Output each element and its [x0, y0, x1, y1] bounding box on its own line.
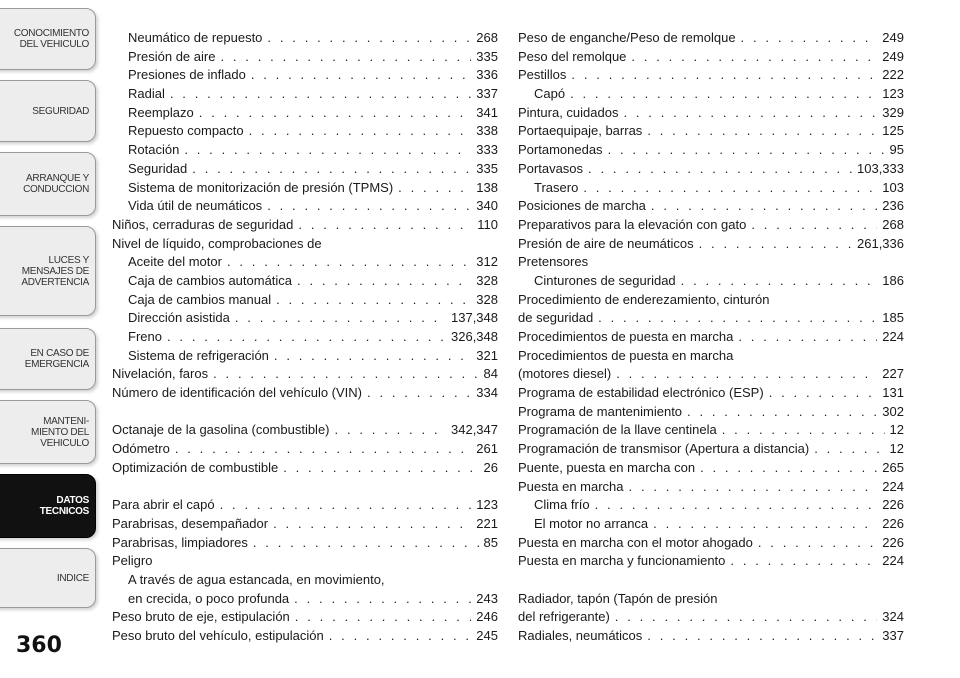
index-entry-text: del refrigerante) [518, 609, 610, 625]
dot-leader [570, 86, 877, 101]
index-entry-text: Parabrisas, desempañador [112, 515, 269, 531]
index-entry [112, 422, 498, 441]
index-entry [112, 123, 498, 142]
index-entry-page: 185 [882, 310, 904, 326]
index-entry [112, 609, 498, 628]
dot-leader [598, 310, 877, 325]
dot-leader [267, 30, 471, 45]
index-entry-page: 337 [882, 628, 904, 643]
index-entry-page: 224 [882, 329, 904, 344]
dot-leader [647, 628, 877, 643]
index-entry-page: 137,348 [451, 310, 498, 326]
index-entry-text: Nivelación, faros [112, 366, 209, 382]
index-entry-text: Caja de cambios manual [128, 291, 272, 307]
dot-leader [722, 422, 885, 437]
index-entry-page: 246 [476, 609, 498, 625]
index-entry-text: Puesta en marcha y funcionamiento [518, 553, 726, 569]
dot-leader [192, 161, 471, 176]
index-entry-text: Procedimiento de enderezamiento, cinturón [518, 291, 770, 307]
index-entry [112, 329, 498, 348]
index-entry-text: en crecida, o poco profunda [128, 590, 290, 606]
dot-leader [608, 142, 885, 157]
index-entry-text: de seguridad [518, 310, 594, 326]
index-entry-page: 265 [882, 459, 904, 475]
index-entry-text: Puesta en marcha [518, 478, 624, 494]
dot-leader [297, 273, 471, 288]
dot-leader [170, 86, 471, 101]
dot-leader [267, 198, 471, 213]
index-entry-page: 333 [476, 142, 498, 158]
dot-leader [273, 516, 471, 531]
index-entry [518, 254, 904, 273]
dot-leader [595, 497, 878, 512]
index-entry-page: 329 [882, 104, 904, 120]
index-entry [518, 404, 904, 423]
index-entry-text: Clima frío [534, 497, 590, 513]
index-entry-text: Nivel de líquido, comprobaciones de [112, 235, 322, 251]
index-entry-page: 103,333 [857, 160, 904, 176]
index-entry-text: Rotación [128, 142, 180, 158]
index-entry-text: Peso bruto del vehículo, estipulación [112, 628, 324, 643]
index-entry [112, 142, 498, 161]
dot-leader [647, 123, 877, 138]
index-entry-text: Sistema de monitorización de presión (TPMS) [128, 179, 394, 195]
index-entry [112, 572, 498, 591]
index-entry-text: Reemplazo [128, 104, 194, 120]
index-entry-page: 302 [882, 403, 904, 419]
index-entry [518, 329, 904, 348]
index-entry [518, 366, 904, 385]
index-entry-text: Preparativos para la elevación con gato [518, 216, 747, 232]
index-entry-text: Dirección asistida [128, 310, 230, 326]
index-entry [518, 609, 904, 628]
index-entry [518, 273, 904, 292]
index-entry-page: 243 [476, 590, 498, 606]
index-entry [112, 161, 498, 180]
dot-leader [741, 30, 878, 45]
tab-luces-y-mensajes-de-advertencia[interactable]: LUCES Y MENSAJES DE ADVERTENCIA [0, 226, 96, 316]
index-entry [518, 422, 904, 441]
index-entry [112, 30, 498, 49]
index-entry-page: 321 [476, 347, 498, 363]
index-entry [112, 553, 498, 572]
index-entry-page: 338 [476, 123, 498, 139]
dot-leader [167, 329, 446, 344]
index-entry [112, 366, 498, 385]
index-entry-text: Portavasos [518, 160, 584, 176]
index-entry [518, 292, 904, 311]
index-entry-text: Peligro [112, 553, 153, 569]
dot-leader [227, 254, 471, 269]
dot-leader [175, 441, 471, 456]
index-entry-page: 123 [882, 86, 904, 102]
tab-seguridad[interactable]: SEGURIDAD [0, 80, 96, 142]
index-entry [112, 628, 498, 647]
dot-leader [631, 49, 877, 64]
dot-leader [687, 404, 877, 419]
index-entry-page: 245 [476, 628, 498, 643]
index-entry-text: Radiador, tapón (Tapón de presión [518, 590, 718, 606]
dot-leader [298, 217, 472, 232]
index-entry-text: Portaequipaje, barras [518, 123, 643, 139]
dot-leader [738, 329, 877, 344]
index-entry-page: 221 [476, 515, 498, 531]
dot-leader [283, 460, 478, 475]
index-entry [112, 273, 498, 292]
index-entry-text: Procedimientos de puesta en marcha [518, 347, 734, 363]
index-entry-text: Seguridad [128, 160, 188, 176]
dot-leader [335, 422, 446, 437]
dot-leader [615, 609, 878, 624]
dot-leader [251, 67, 471, 82]
index-entry-text: Repuesto compacto [128, 123, 244, 139]
index-entry-page: 222 [882, 67, 904, 83]
index-entry [518, 86, 904, 105]
index-entry-page: 125 [882, 123, 904, 139]
dot-leader [367, 385, 471, 400]
index-entry-text: Presión de aire de neumáticos [518, 235, 694, 251]
index-entry-page: 340 [476, 198, 498, 214]
index-entry-text: Posiciones de marcha [518, 198, 646, 214]
dot-leader [249, 123, 472, 138]
index-entry [518, 67, 904, 86]
index-entry-text: Sistema de refrigeración [128, 347, 269, 363]
index-entry-text: Para abrir el capó [112, 497, 215, 513]
index-entry-page: 335 [476, 48, 498, 64]
index-entry-page: 328 [476, 291, 498, 307]
index-entry-text: Puesta en marcha con el motor ahogado [518, 534, 753, 550]
index-entry-text: Vida útil de neumáticos [128, 198, 263, 214]
index-entry-page: 337 [476, 86, 498, 102]
index-entry-page: 12 [889, 441, 904, 457]
dot-leader [681, 273, 878, 288]
index-entry [518, 310, 904, 329]
index-entry-page: 226 [882, 515, 904, 531]
section-tabs [0, 0, 98, 620]
dot-leader [571, 67, 877, 82]
index-entry-text: Trasero [534, 179, 579, 195]
index-entry [112, 460, 498, 479]
index-entry-page: 227 [882, 366, 904, 382]
index-entry-page: 12 [889, 422, 904, 438]
index-entry [112, 479, 498, 498]
index-entry [112, 217, 498, 236]
dot-leader [329, 628, 472, 643]
index-entry-page: 341 [476, 104, 498, 120]
dot-leader [184, 142, 471, 157]
index-entry-text: Radial [128, 86, 165, 102]
index-entry-text: Freno [128, 329, 162, 344]
dot-leader [653, 516, 877, 531]
index-entry [112, 497, 498, 516]
index-entry-page: 84 [483, 366, 498, 382]
dot-leader [295, 609, 472, 624]
index-column-right [518, 30, 904, 647]
index-entry [518, 591, 904, 610]
index-entry-page: 226 [882, 497, 904, 513]
index-entry [112, 105, 498, 124]
index-entry-page: 103 [882, 179, 904, 195]
index-entry-text: Caja de cambios automática [128, 272, 293, 288]
index-entry [518, 572, 904, 591]
index-entry-text: Programación de transmisor (Apertura a distancia) [518, 441, 810, 457]
index-entry-page: 123 [476, 497, 498, 513]
index-entry-text: Programa de estabilidad electrónico (ESP) [518, 385, 764, 401]
dot-leader [651, 198, 877, 213]
index-entry-text: (motores diesel) [518, 366, 612, 382]
index-entry-text: Niños, cerraduras de seguridad [112, 216, 294, 232]
index-entry-text: Pretensores [518, 254, 589, 270]
index-entry-text: Portamonedas [518, 142, 603, 158]
dot-leader [814, 441, 884, 456]
index-entry [112, 516, 498, 535]
dot-leader [751, 217, 877, 232]
index-entry-page: 110 [477, 216, 498, 232]
index-entry-page: 26 [483, 459, 498, 475]
index-entry [518, 497, 904, 516]
index-entry [112, 404, 498, 423]
dot-leader [276, 292, 471, 307]
index-entry-page: 224 [882, 553, 904, 569]
index-entry-text: Capó [534, 86, 566, 102]
dot-leader [398, 180, 471, 195]
tab-arranque-y-conduccion[interactable]: ARRANQUE Y CONDUCCION [0, 152, 96, 216]
index-entry-page: 226 [882, 534, 904, 550]
dot-leader [220, 49, 471, 64]
index-entry [112, 441, 498, 460]
index-entry-text: Puente, puesta en marcha con [518, 459, 696, 475]
index-entry-page: 249 [882, 48, 904, 64]
dot-leader [235, 310, 446, 325]
index-entry-page: 261,336 [857, 235, 904, 251]
dot-leader [220, 497, 472, 512]
tab-indice[interactable]: INDICE [0, 548, 96, 608]
index-entry-text: A través de agua estancada, en movimiento, [128, 571, 385, 587]
dot-leader [758, 535, 877, 550]
index-entry [518, 217, 904, 236]
index-entry [112, 591, 498, 610]
index-entry [518, 180, 904, 199]
index-column-left [112, 30, 498, 647]
index-entry-text: Programación de la llave centinela [518, 422, 717, 438]
index-entry [518, 30, 904, 49]
tab-en-caso-de-emergencia[interactable]: EN CASO DE EMERGENCIA [0, 328, 96, 390]
index-entry-text: Cinturones de seguridad [534, 272, 676, 288]
dot-leader [629, 479, 878, 494]
dot-leader [769, 385, 878, 400]
index-entry [518, 123, 904, 142]
index-entry-page: 342,347 [451, 422, 498, 438]
index-entry [112, 67, 498, 86]
index-entry-text: Programa de mantenimiento [518, 403, 683, 419]
tab-conocimiento-del-vehiculo[interactable]: CONOCIMIENTO DEL VEHICULO [0, 8, 96, 70]
index-entry-page: 328 [476, 272, 498, 288]
index-entry [112, 198, 498, 217]
index-entry-text: Optimización de combustible [112, 459, 279, 475]
tab-manteni-miento-del-vehiculo[interactable]: MANTENI- MIENTO DEL VEHICULO [0, 400, 96, 464]
dot-leader [199, 105, 472, 120]
dot-leader [583, 180, 877, 195]
index-entry-page: 268 [882, 216, 904, 232]
index-entry [518, 236, 904, 255]
dot-leader [253, 535, 479, 550]
index-entry [518, 348, 904, 367]
index-entry [112, 348, 498, 367]
index-entry [112, 236, 498, 255]
dot-leader [588, 161, 852, 176]
index-entry-page: 249 [882, 30, 904, 45]
index-entry-page: 268 [476, 30, 498, 45]
index-entry-text: Peso del remolque [518, 48, 627, 64]
dot-leader [700, 460, 877, 475]
dot-leader [730, 553, 877, 568]
index-entry-page: 324 [882, 609, 904, 625]
dot-leader [213, 366, 478, 381]
index-entry-page: 261 [476, 441, 498, 457]
index-entry-text: Odómetro [112, 441, 170, 457]
tab-datos-tecnicos[interactable]: DATOS TECNICOS [0, 474, 96, 538]
index-entry-page: 85 [483, 534, 498, 550]
index-entry-text: Peso bruto de eje, estipulación [112, 609, 290, 625]
index-entry [518, 535, 904, 554]
index-entry [518, 479, 904, 498]
index-entry [518, 49, 904, 68]
index-entry [518, 628, 904, 647]
index-entry-text: Aceite del motor [128, 254, 222, 270]
index-entry [518, 441, 904, 460]
index-entry-text: Pintura, cuidados [518, 104, 619, 120]
index-entry-text: Pestillos [518, 67, 567, 83]
index-entry-text: Presión de aire [128, 48, 216, 64]
index-entry-page: 186 [882, 272, 904, 288]
dot-leader [623, 105, 877, 120]
index-entry-page: 312 [476, 254, 498, 270]
dot-leader [699, 236, 852, 251]
dot-leader [274, 348, 471, 363]
index-entry [518, 105, 904, 124]
index-entry [518, 198, 904, 217]
index-entry [518, 142, 904, 161]
page-number: 360 [16, 633, 62, 658]
index-entry [112, 49, 498, 68]
index-entry-text: Presiones de inflado [128, 67, 246, 83]
index-entry-page: 326,348 [451, 329, 498, 344]
index-entry-page: 95 [889, 142, 904, 158]
index-entry-text: El motor no arranca [534, 515, 649, 531]
index-entry-text: Radiales, neumáticos [518, 628, 643, 643]
index-entry-text: Neumático de repuesto [128, 30, 263, 45]
index-entry-page: 236 [882, 198, 904, 214]
index-entry [112, 86, 498, 105]
index-entry-page: 224 [882, 478, 904, 494]
index-entry-text: Procedimientos de puesta en marcha [518, 329, 734, 344]
index-entry-text: Peso de enganche/Peso de remolque [518, 30, 736, 45]
dot-leader [294, 591, 471, 606]
index-entry-text: Octanaje de la gasolina (combustible) [112, 422, 330, 438]
index-entry [112, 310, 498, 329]
index-entry-page: 131 [882, 385, 904, 401]
index-entry [518, 385, 904, 404]
index-entry-text: Parabrisas, limpiadores [112, 534, 248, 550]
index-entry-page: 335 [476, 160, 498, 176]
index-entry-page: 334 [476, 385, 498, 401]
index-entry [112, 292, 498, 311]
index-entry-page: 138 [476, 179, 498, 195]
index-entry [112, 535, 498, 554]
index-entry [518, 516, 904, 535]
index-entry-text: Número de identificación del vehículo (VIN) [112, 385, 363, 401]
index-entry [518, 161, 904, 180]
index-entry [112, 385, 498, 404]
index-entry [518, 460, 904, 479]
index-entry [518, 553, 904, 572]
dot-leader [616, 366, 877, 381]
index-entry [112, 254, 498, 273]
index-entry-page: 336 [476, 67, 498, 83]
index-entry [112, 180, 498, 199]
